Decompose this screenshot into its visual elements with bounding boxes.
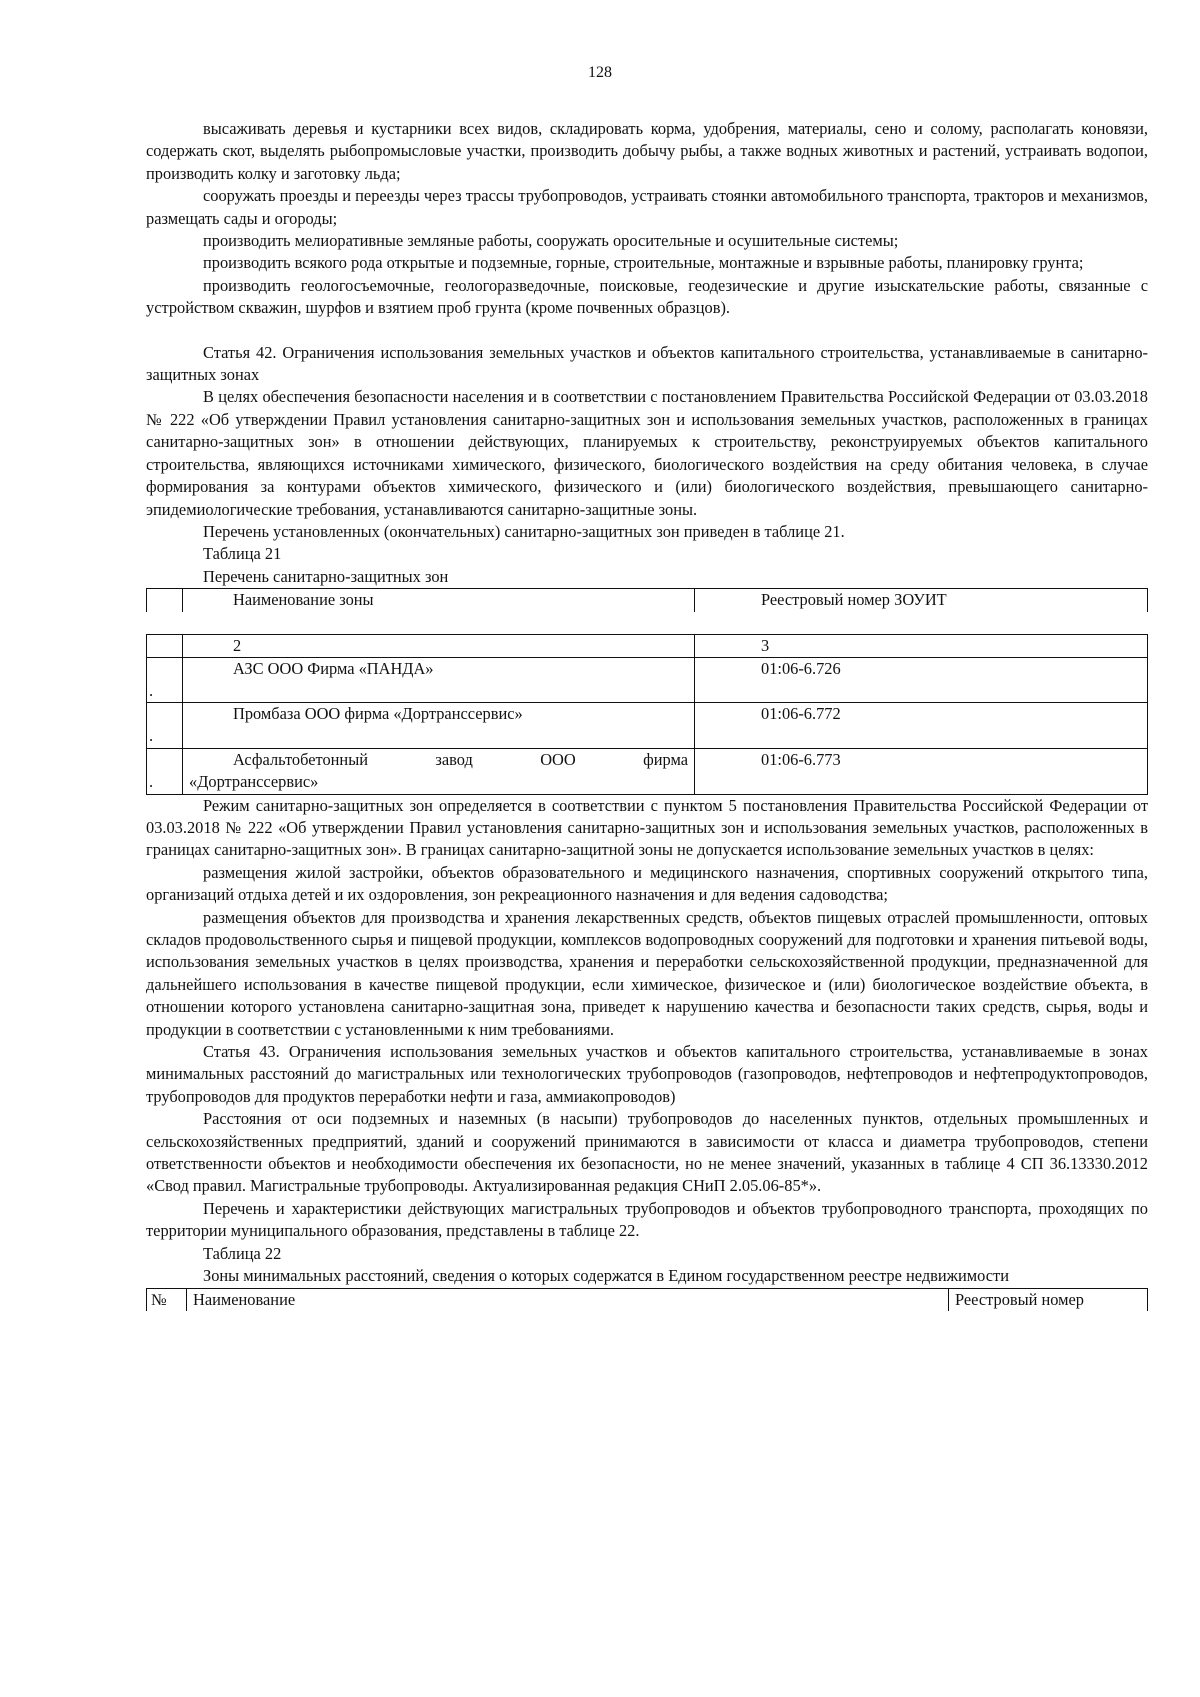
paragraph: размещения жилой застройки, объектов образовательного и медицинского назначения, спортивных сооружений открытого типа, организаций отдыха детей и их оздоровления, зон рекреационного назначения и для ведения садоводства; <box>146 862 1148 905</box>
table-row <box>147 703 1148 748</box>
paragraph: производить всякого рода открытые и подземные, горные, строительные, монтажные и взрывные работы, планировку грунта; <box>203 253 1084 273</box>
table-21-caption: Перечень санитарно-защитных зон <box>203 566 449 586</box>
table-row <box>147 748 1148 794</box>
table-row <box>147 657 1148 702</box>
header-cell: Наименование <box>187 1288 949 1311</box>
paragraph: высаживать деревья и кустарники всех видов, складировать корма, удобрения, материалы, сено и солому, располагать коновязи, содержать скот, выделять рыбопромысловые участки, производить добычу рыбы, а также водных животных и растений, устраивать водопои, производить колку и заготовку льда; <box>146 119 1148 183</box>
table-21-label: Таблица 21 <box>203 544 282 564</box>
zone-reg-number: 01:06-6.772 <box>695 703 1148 748</box>
paragraph: производить мелиоративные земляные работы, сооружать оросительные и осушительные системы; <box>203 231 899 251</box>
table-22-caption: Зоны минимальных расстояний, сведения о которых содержатся в Едином государственном реестре недвижимости <box>203 1266 1009 1286</box>
table-22-header <box>146 1288 1148 1311</box>
zone-reg-number: 01:06-6.726 <box>695 657 1148 702</box>
article-43-title: Статья 43. Ограничения использования земельных участков и объектов капитального строительства, устанавливаемые в зонах минимальных расстояний до магистральных или технологических трубопроводов (газопроводов, нефтепроводов и нефтепродуктопроводов, трубопроводов для продуктов переработки нефти и газа, аммиакопроводов) <box>146 1042 1148 1106</box>
zone-reg-number: 01:06-6.773 <box>695 748 1148 794</box>
zone-name: Промбаза ООО фирма «Дортранссервис» <box>183 703 695 748</box>
page-content <box>146 118 1148 1311</box>
header-cell <box>147 589 183 612</box>
name-word: фирма <box>643 749 688 769</box>
article-42-title: Статья 42. Ограничения использования земельных участков и объектов капитального строительства, устанавливаемые в санитарно-защитных зонах <box>146 342 1148 385</box>
header-cell: Реестровый номер <box>949 1288 1148 1311</box>
table-21-header <box>146 588 1148 611</box>
name-word: ООО <box>540 749 576 769</box>
header-cell: Реестровый номер ЗОУИТ <box>695 589 1148 612</box>
header-cell: Наименование зоны <box>183 589 695 612</box>
paragraph: Перечень установленных (окончательных) санитарно-защитных зон приведен в таблице 21. <box>203 521 845 541</box>
page-number: 128 <box>588 64 612 81</box>
zone-name <box>183 748 695 794</box>
name-line-2: «Дортранссервис» <box>189 772 319 792</box>
header-cell: № <box>147 1288 187 1311</box>
zone-name: АЗС ООО Фирма «ПАНДА» <box>183 657 695 702</box>
index-cell: 2 <box>183 634 695 657</box>
index-cell <box>147 634 183 657</box>
name-word: завод <box>435 749 473 769</box>
paragraph: Расстояния от оси подземных и наземных (в насыпи) трубопроводов до населенных пунктов, отдельных промышленных и сельскохозяйственных предприятий, зданий и сооружений принимаются в зависимости от класса и диаметра трубопроводов, степени ответственности объектов и необходимости обеспечения их безопасности, но не менее значений, указанных в таблице 4 СП 36.13330.2012 «Свод правил. Магистральные трубопроводы. Актуализированная редакция СНиП 2.05.06-85*». <box>146 1109 1148 1196</box>
paragraph: размещения объектов для производства и хранения лекарственных средств, объектов пищевых отраслей промышленности, оптовых складов продовольственного сырья и пищевой продукции, комплексов водопроводных сооружений для подготовки и хранения питьевой воды, использования земельных участков в целях производства, хранения и переработки сельскохозяйственной продукции, предназначенной для дальнейшего использования в качестве пищевой продукции, если химическое, физическое и (или) биологическое воздействие объекта, в отношении которого установлена санитарно-защитная зона, приведет к нарушению качества и безопасности таких средств, сырья, воды и продукции в соответствии с установленными к ним требованиями. <box>146 907 1148 1039</box>
paragraph: производить геологосъемочные, геологоразведочные, поисковые, геодезические и другие изыскательские работы, связанные с устройством скважин, шурфов и взятием проб грунта (кроме почвенных образцов). <box>146 275 1148 318</box>
table-22-label: Таблица 22 <box>203 1243 282 1263</box>
row-number: . <box>149 726 154 746</box>
index-cell: 3 <box>695 634 1148 657</box>
row-number: . <box>149 771 154 791</box>
paragraph: Режим санитарно-защитных зон определяется в соответствии с пунктом 5 постановления Правительства Российской Федерации от 03.03.2018 № 222 «Об утверждении Правил установления санитарно-защитных зон и использования земельных участков, расположенных в границах санитарно-защитных зон». В границах санитарно-защитной зоны не допускается использование земельных участков в целях: <box>146 795 1148 860</box>
paragraph: В целях обеспечения безопасности населения и в соответствии с постановлением Правительства Российской Федерации от 03.03.2018 № 222 «Об утверждении Правил установления санитарно-защитных зон и использования земельных участков, расположенных в границах санитарно-защитных зон» в отношении действующих, планируемых к строительству, реконструируемых объектов капитального строительства, являющихся источниками химического, физического, биологического воздействия на среду обитания человека, в случае формирования за контурами объектов химического, физического и (или) биологического воздействия, превышающего санитарно-эпидемиологические требования, устанавливаются санитарно-защитные зоны. <box>146 387 1148 519</box>
table-21 <box>146 634 1148 795</box>
name-word: Асфальтобетонный <box>233 749 368 769</box>
paragraph: Перечень и характеристики действующих магистральных трубопроводов и объектов трубопроводного транспорта, проходящих по территории муниципального образования, представлены в таблице 22. <box>146 1198 1148 1241</box>
row-number: . <box>149 680 154 700</box>
paragraph: сооружать проезды и переезды через трассы трубопроводов, устраивать стоянки автомобильного транспорта, тракторов и механизмов, размещать сады и огороды; <box>146 186 1148 228</box>
